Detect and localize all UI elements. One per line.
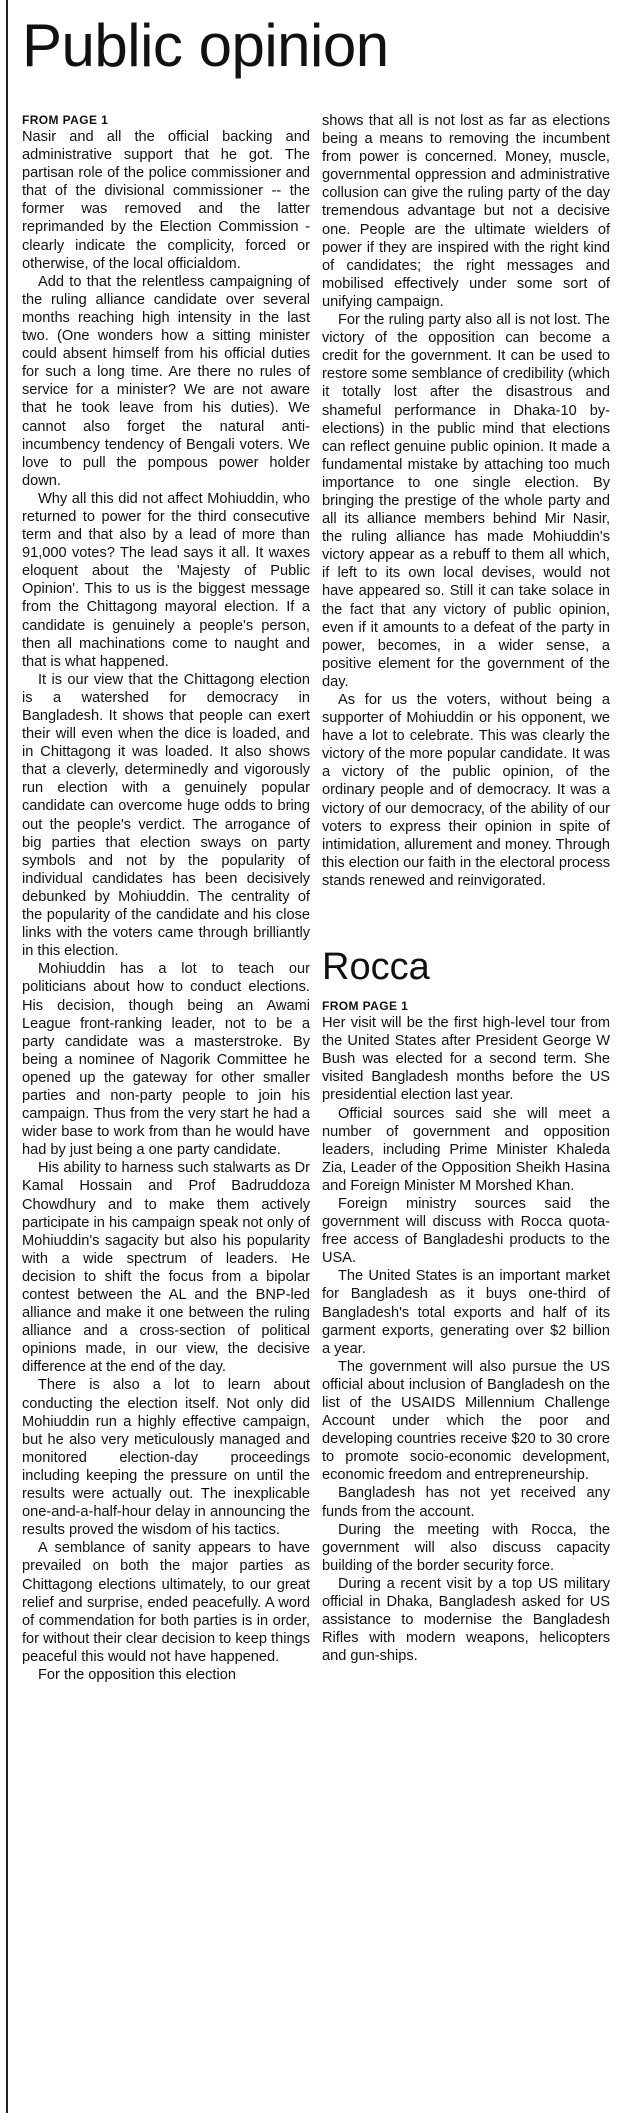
paragraph: Add to that the relentless campaigning of the ruling alliance candidate over several months reaching high intensity in the last two. (One wonders how a sitting minister could absent himself from his official duties for such a long time. Are there no rules of service for a minister? We are not aware that he took leave from his duties). We cannot also forget the natural anti-incumbency tendency of Bengali voters. We love to pull the pompous power holder down.	[22, 273, 310, 489]
rocca-dateline: FROM PAGE 1	[322, 999, 409, 1014]
main-article-dateline: FROM PAGE 1	[22, 113, 109, 127]
paragraph: A semblance of sanity appears to have prevailed on both the major parties as Chittagong elections ultimately, to our great relief and surprise, ended peacefully. A word of commendation for both parties is in order, for without their clear decision to keep things peaceful this would not have happened.	[22, 1540, 310, 1665]
rocca-headline: Rocca	[322, 946, 430, 989]
paragraph: Why all this did not affect Mohiuddin, who returned to power for the third consecutive term and that also by a lead of more than 91,000 votes? The lead says it all. It waxes eloquent about the 'Majesty of Public Opinion'. This to us is the biggest message from the Chittagong mayoral election. If a candidate is genuinely a people's person, then all machinations come to naught and that is what happened.	[22, 490, 310, 670]
main-article-column-2	[322, 112, 610, 1665]
paragraph: For the ruling party also all is not lost. The victory of the opposition can become a credit for the government. It can be used to restore some semblance of credibility (which it totally lost after the disastrous and shameful performance in Dhaka-10 by-elections) in the public mind that elections can reflect genuine public opinion. It made a fundamental mistake by attaching too much importance to one single election. By bringing the prestige of the whole party and all its alliance members behind Mir Nasir, the ruling alliance has made Mohiuddin's victory appear as a rebuff to them all which, if left to its own local devises, would not have appeared so. Still it can take solace in the fact that any victory of public opinion, even if it amounts to a defeat of the party in power, becomes, in a wider sense, a positive element for the government of the day.	[322, 312, 610, 690]
paragraph: The United States is an important market for Bangladesh as it buys one-third of Bangladesh's total exports and half of its garment exports, generating over $2 billion a year.	[322, 1268, 610, 1357]
paragraph: His ability to harness such stalwarts as Dr Kamal Hossain and Prof Badruddoza Chowdhury and to make them actively participate in his campaign speak not only of Mohiuddin's sagacity but also his popularity with a wide spectrum of leaders. He decision to shift the focus from a bipolar contest between the AL and the BNP-led alliance and make it one between the ruling alliance and a cross-section of political opinions made, in our view, the decisive difference at the end of the day.	[22, 1160, 310, 1376]
paragraph: It is our view that the Chittagong election is a watershed for democracy in Bangladesh. It shows that people can exert their will even when the dice is loaded, and in Chittagong it was loaded. It also shows that a cleverly, determinedly and vigorously run election with a genuinely popular candidate can overcome huge odds to bring out the people's verdict. The arrogance of big parties that election sways on party symbols and not by the popularity of individual candidates has been decisively debunked by Mohiuddin. The centrality of the popularity of the candidate and his close links with the voters came through brilliantly in this election.	[22, 671, 310, 960]
paragraph: Mohiuddin has a lot to teach our politicians about how to conduct elections. His decision, though being an Awami League front-ranking leader, not to be a party candidate was a masterstroke. By being a nominee of Nagorik Committee he opened up the gateway for other smaller parties and non-party people to join his campaign. Thus from the very start he had a wider base to work from than he would have had by just being a one party candidate.	[22, 961, 310, 1159]
paragraph: For the opposition this election	[38, 1666, 236, 1683]
paragraph: There is also a lot to learn about conducting the election itself. Not only did Mohiuddin run a highly effective campaign, but he also very meticulously managed and monitored election-day proceedings including keeping the pressure on until the results were actually out. The inexplicable one-and-a-half-hour delay in announcing the results proved the wisdom of his tactics.	[22, 1377, 310, 1539]
paragraph: Bangladesh has not yet received any funds from the account.	[322, 1485, 610, 1520]
paragraph: During a recent visit by a top US military official in Dhaka, Bangladesh asked for US assistance to modernise the Bangladesh Rifles with modern weapons, helicopters and gun-ships.	[322, 1575, 610, 1665]
paragraph: During the meeting with Rocca, the government will also discuss capacity building of the border security force.	[322, 1521, 610, 1574]
paragraph: shows that all is not lost as far as elections being a means to removing the incumbent from power is concerned. Money, muscle, governmental oppression and administrative collusion can give the ruling party of the day tremendous advantage but not a decisive one. People are the ultimate wielders of power if they are inspired with the right kind of candidates; the right messages and mobilised effectively under some sort of unifying campaign.	[322, 113, 610, 310]
paragraph: As for us the voters, without being a supporter of Mohiuddin or his opponent, we have a lot to celebrate. This was clearly the victory of the more popular candidate. It was a victory of the public opinion, of the ordinary people and of democracy. It was a victory of our democracy, of the ability of our voters to express their opinion in spite of intimidation, allurement and money. Through this election our faith in the electoral process stands renewed and reinvigorated.	[322, 692, 610, 889]
page-headline: Public opinion	[22, 12, 389, 79]
main-article-column-1	[22, 112, 310, 1684]
paragraph: Foreign ministry sources said the government will discuss with Rocca quota-free access of Bangladeshi products to the USA.	[322, 1195, 610, 1267]
column-rule	[6, 0, 8, 2113]
paragraph: Her visit will be the first high-level tour from the United States after President George W Bush was elected for a second term. She visited Bangladesh months before the US presidential election last year.	[322, 1015, 610, 1104]
paragraph: Nasir and all the official backing and administrative support that he got. The partisan role of the police commissioner and that of the divisional commissioner -- the former was removed and the latter reprimanded by the Election Commission - clearly indicate the complicity, forced or otherwise, of the local officialdom.	[22, 129, 310, 272]
paragraph: Official sources said she will meet a number of government and opposition leaders, including Prime Minister Khaleda Zia, Leader of the Opposition Sheikh Hasina and Foreign Minister M Morshed Khan.	[322, 1105, 610, 1194]
paragraph: The government will also pursue the US official about inclusion of Bangladesh on the list of the USAIDS Millennium Challenge Account under which the poor and developing countries receive $20 to 30 crore to promote socio-economic development, economic freedom and entrepreneurship.	[322, 1358, 610, 1484]
